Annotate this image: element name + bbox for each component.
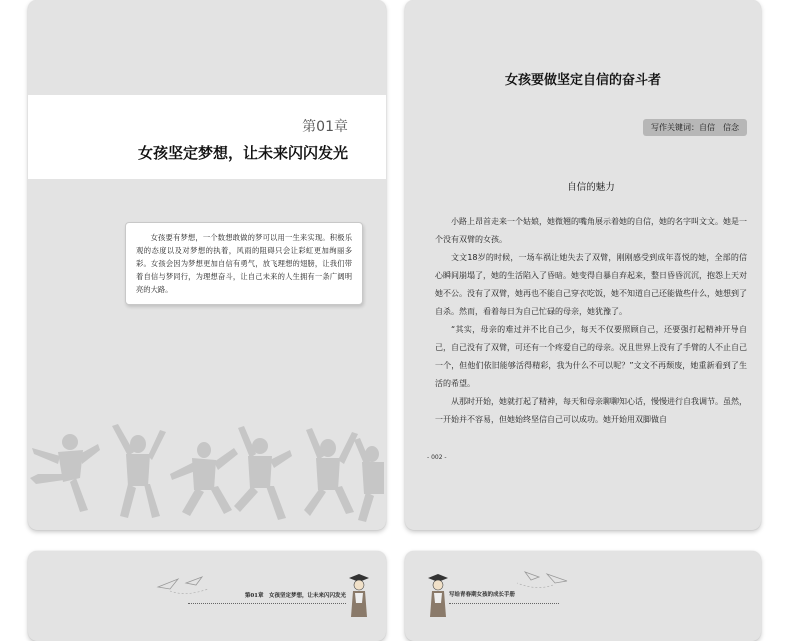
- article-title: 女孩要做坚定自信的奋斗者: [504, 73, 661, 88]
- chapter-title: 女孩坚定梦想，让未来闪闪发光: [137, 144, 348, 162]
- paragraph: 从那时开始，她就打起了精神，每天和母亲聊聊知心话，慢慢进行自我调节。虽然，一开始并不容易，但她始终坚信自己可以成功。她开始用双脚做自: [435, 397, 747, 424]
- chapter-band: [28, 95, 386, 179]
- next-left-page: [28, 551, 386, 641]
- section-heading: 自信的魅力: [567, 182, 615, 193]
- chapter-intro-text: 女孩要有梦想，一个数想敢做的梦可以用一生来实现。积极乐观的态度以及对梦想的执着，风雨的阻碍只会让彩虹更加绚丽多彩。女孩会因为梦想更加自信有勇气，放飞理想的翅膀，让我们带着自信与梦同行，为理想奋斗，让自己未来的人生拥有一条广阔明亮的大路。: [136, 233, 352, 294]
- paragraph: “其实，母亲的难过并不比自己少，每天不仅要照顾自己，还要强打起精神开导自己，自己没有了双臂，可还有一个疼爱自己的母亲。况且世界上没有了手臂的人不止自己一个，但他们依旧能够活得精彩，我为什么不可以呢？”文文不再颓废，她重新看到了生活的希望。: [435, 325, 747, 388]
- chapter-number: 第01章: [302, 119, 348, 135]
- graduate-girl-icon: [427, 573, 449, 621]
- chapter-intro-box: [125, 222, 363, 305]
- right-page: [405, 0, 761, 530]
- paragraph: 文文18岁的时候，一场车祸让她失去了双臂，刚刚感受到成年喜悦的她，全部的信心瞬间崩塌了，她的生活陷入了昏暗。她变得自暴自弃起来，整日昏昏沉沉，抱怨上天对她不公。没有了双臂，她再也不能自己穿衣吃饭，她不知道自己还能做些什么，她想到了自杀。然而，看着每日为自己忙碌的母亲，她犹豫了。: [435, 253, 747, 316]
- paper-plane-icon: [156, 575, 226, 599]
- keyword-tag: 写作关键词：自信 信念: [643, 119, 747, 136]
- paper-plane-icon: [509, 571, 569, 595]
- running-head-rule: [188, 603, 346, 604]
- running-head: 第01章 女孩坚定梦想，让未来闪闪发光: [244, 593, 346, 599]
- graduate-girl-icon: [348, 573, 370, 621]
- jumping-people-silhouette: [28, 420, 386, 530]
- running-head-rule: [449, 603, 559, 604]
- paragraph: 小路上昂首走来一个姑娘，她微翘的嘴角展示着她的自信，她的名字叫文文。她是一个没有双臂的女孩。: [435, 217, 747, 244]
- page-number: - 002 -: [427, 454, 447, 461]
- article-body: [435, 213, 747, 429]
- running-head: 写给青春期女孩的成长手册: [449, 592, 516, 598]
- next-right-page: [405, 551, 761, 641]
- left-page: [28, 0, 386, 530]
